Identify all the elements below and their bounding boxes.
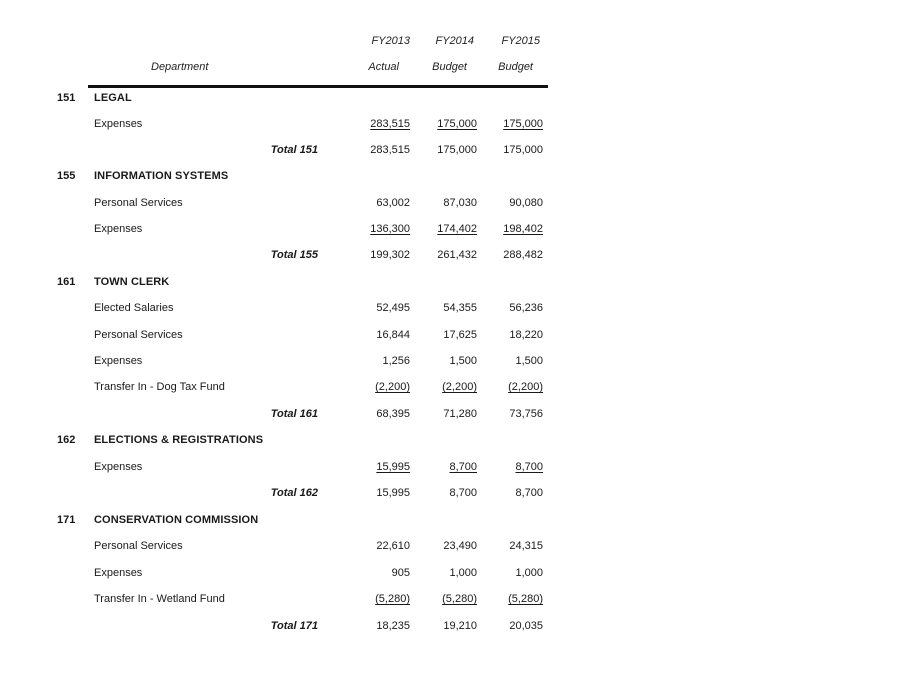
department-header-row	[0, 90, 600, 106]
department-name: TOWN CLERK	[94, 276, 170, 288]
total-fy2015: 175,000	[503, 144, 543, 156]
total-row	[0, 247, 600, 263]
value-fy2013: 63,002	[376, 197, 410, 209]
line-item-row	[0, 459, 600, 475]
value-fy2015: 24,315	[509, 540, 543, 552]
line-item-row	[0, 353, 600, 369]
line-item-label: Personal Services	[94, 329, 183, 341]
value-fy2014: (2,200)	[442, 381, 477, 393]
department-name: CONSERVATION COMMISSION	[94, 514, 259, 526]
department-code: 162	[57, 434, 76, 446]
total-fy2015: 20,035	[509, 620, 543, 632]
total-label: Total 151	[270, 144, 318, 156]
value-fy2013: 16,844	[376, 329, 410, 341]
line-item-row	[0, 221, 600, 237]
column-type-fy2015: Budget	[498, 61, 533, 73]
department-name: INFORMATION SYSTEMS	[94, 170, 229, 182]
value-fy2013: 136,300	[370, 223, 410, 235]
line-item-label: Personal Services	[94, 197, 183, 209]
total-row	[0, 618, 600, 634]
line-item-row	[0, 591, 600, 607]
header-divider-rule	[88, 85, 548, 88]
line-item-label: Elected Salaries	[94, 302, 174, 314]
line-item-row	[0, 379, 600, 395]
value-fy2013: 52,495	[376, 302, 410, 314]
value-fy2013: (5,280)	[375, 593, 410, 605]
line-item-row	[0, 300, 600, 316]
value-fy2013: 22,610	[376, 540, 410, 552]
value-fy2014: 1,500	[449, 355, 477, 367]
line-item-label: Expenses	[94, 567, 143, 579]
total-label: Total 161	[270, 408, 318, 420]
value-fy2013: 1,256	[382, 355, 410, 367]
department-header-row	[0, 512, 600, 528]
value-fy2014: 23,490	[443, 540, 477, 552]
total-row	[0, 142, 600, 158]
department-code: 171	[57, 514, 76, 526]
line-item-label: Personal Services	[94, 540, 183, 552]
value-fy2014: 17,625	[443, 329, 477, 341]
total-row	[0, 485, 600, 501]
total-fy2013: 15,995	[376, 487, 410, 499]
value-fy2015: 56,236	[509, 302, 543, 314]
value-fy2014: 54,355	[443, 302, 477, 314]
value-fy2015: 18,220	[509, 329, 543, 341]
value-fy2014: 174,402	[437, 223, 477, 235]
total-fy2014: 71,280	[443, 408, 477, 420]
value-fy2014: (5,280)	[442, 593, 477, 605]
total-fy2015: 8,700	[515, 487, 543, 499]
column-year-fy2014: FY2014	[435, 35, 474, 47]
line-item-label: Expenses	[94, 461, 143, 473]
line-item-row	[0, 195, 600, 211]
department-header-row	[0, 432, 600, 448]
value-fy2014: 1,000	[449, 567, 477, 579]
value-fy2015: 198,402	[503, 223, 543, 235]
total-label: Total 162	[270, 487, 318, 499]
value-fy2014: 175,000	[437, 118, 477, 130]
value-fy2015: 90,080	[509, 197, 543, 209]
value-fy2014: 87,030	[443, 197, 477, 209]
line-item-label: Expenses	[94, 118, 143, 130]
department-header-row	[0, 274, 600, 290]
total-fy2015: 288,482	[503, 249, 543, 261]
value-fy2015: 1,000	[515, 567, 543, 579]
value-fy2013: 15,995	[376, 461, 410, 473]
value-fy2013: 905	[391, 567, 410, 579]
total-fy2014: 175,000	[437, 144, 477, 156]
line-item-row	[0, 538, 600, 554]
total-fy2013: 283,515	[370, 144, 410, 156]
line-item-row	[0, 565, 600, 581]
column-header-department: Department	[151, 61, 209, 73]
value-fy2013: (2,200)	[375, 381, 410, 393]
total-fy2014: 19,210	[443, 620, 477, 632]
column-year-fy2015: FY2015	[501, 35, 540, 47]
total-fy2013: 199,302	[370, 249, 410, 261]
line-item-label: Expenses	[94, 223, 143, 235]
value-fy2015: (5,280)	[508, 593, 543, 605]
department-code: 155	[57, 170, 76, 182]
line-item-row	[0, 116, 600, 132]
total-label: Total 155	[270, 249, 318, 261]
line-item-row	[0, 327, 600, 343]
column-year-fy2013: FY2013	[371, 35, 410, 47]
line-item-label: Transfer In - Wetland Fund	[94, 593, 225, 605]
department-code: 151	[57, 92, 76, 104]
value-fy2015: 175,000	[503, 118, 543, 130]
department-code: 161	[57, 276, 76, 288]
value-fy2013: 283,515	[370, 118, 410, 130]
department-name: LEGAL	[94, 92, 132, 104]
total-fy2014: 261,432	[437, 249, 477, 261]
value-fy2015: 1,500	[515, 355, 543, 367]
total-fy2015: 73,756	[509, 408, 543, 420]
department-name: ELECTIONS & REGISTRATIONS	[94, 434, 264, 446]
value-fy2014: 8,700	[449, 461, 477, 473]
value-fy2015: 8,700	[515, 461, 543, 473]
line-item-label: Transfer In - Dog Tax Fund	[94, 381, 225, 393]
column-type-fy2013: Actual	[368, 61, 399, 73]
line-item-label: Expenses	[94, 355, 143, 367]
value-fy2015: (2,200)	[508, 381, 543, 393]
total-fy2014: 8,700	[449, 487, 477, 499]
department-header-row	[0, 168, 600, 184]
total-fy2013: 18,235	[376, 620, 410, 632]
column-type-fy2014: Budget	[432, 61, 467, 73]
total-row	[0, 406, 600, 422]
total-label: Total 171	[270, 620, 318, 632]
total-fy2013: 68,395	[376, 408, 410, 420]
